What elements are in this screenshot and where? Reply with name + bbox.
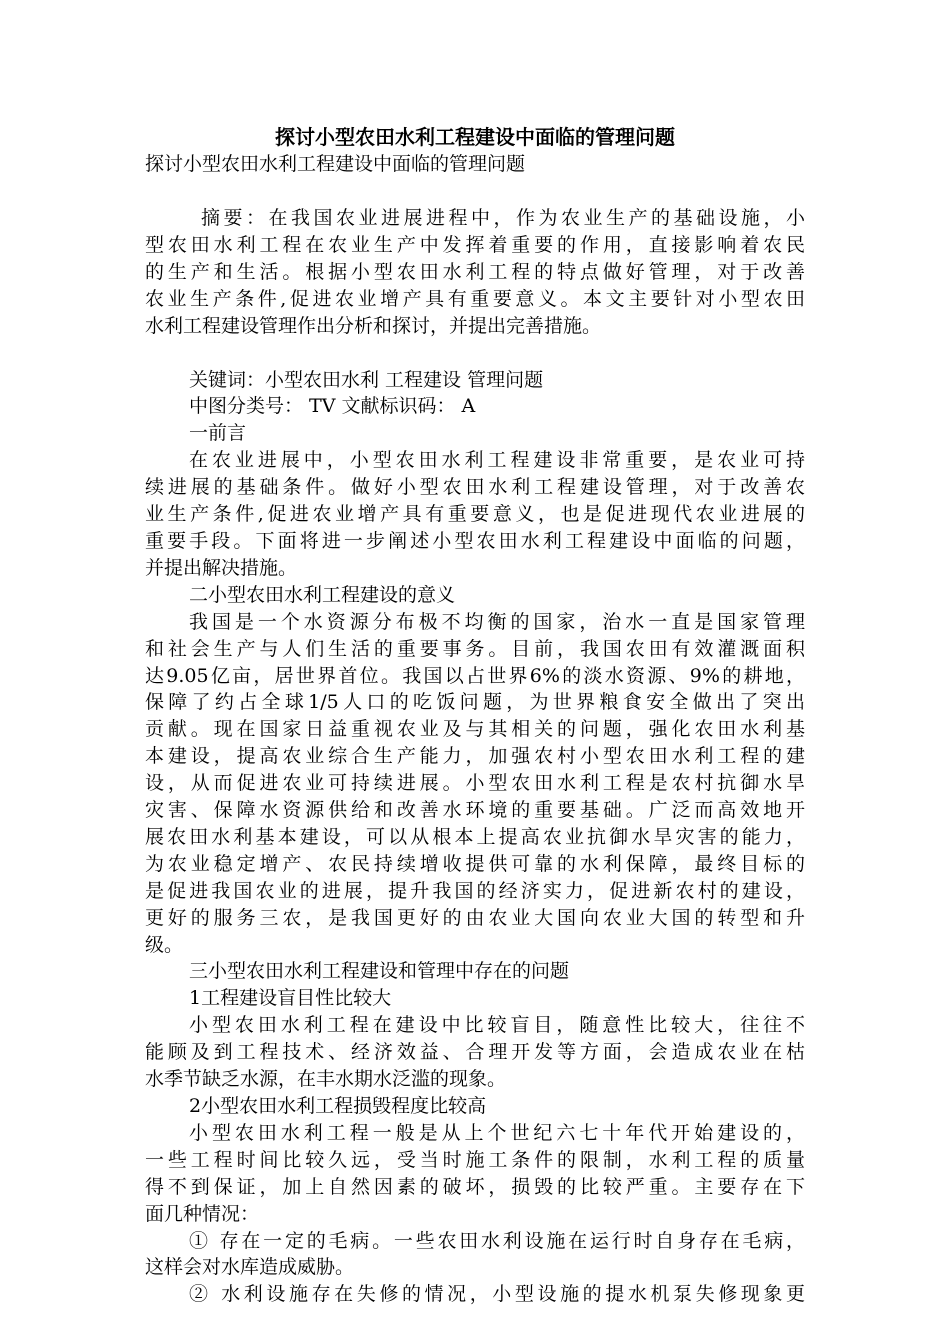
paragraph-line: 面几种情况： bbox=[145, 1202, 260, 1225]
paragraph-line: 在农业进展中，小型农田水利工程建设非常重要，是农业可持 bbox=[189, 449, 805, 472]
abstract-line: 农业生产条件,促进农业增产具有重要意义。本文主要针对小型农田 bbox=[145, 287, 805, 310]
paragraph-line: 得不到保证，加上自然因素的破坏，损毁的比较严重。主要存在下 bbox=[145, 1175, 805, 1198]
subsection-heading: 2小型农田水利工程损毁程度比较高 bbox=[189, 1095, 487, 1117]
blank-line bbox=[145, 178, 805, 205]
paragraph-line: 级。 bbox=[145, 933, 184, 956]
blank-line bbox=[145, 340, 805, 367]
list-item-line: ② 水利设施存在失修的情况，小型设施的提水机泵失修现象更 bbox=[189, 1283, 805, 1306]
abstract-line: 型农田水利工程在农业生产中发挥着重要的作用，直接影响着农民 bbox=[145, 233, 805, 256]
section-paragraph bbox=[145, 447, 805, 582]
paragraph-line: 重要手段。下面将进一步阐述小型农田水利工程建设中面临的问题， bbox=[145, 529, 805, 552]
paragraph-line: 展农田水利基本建设，可以从根本上提高农业抗御水旱灾害的能力， bbox=[145, 825, 805, 848]
paragraph-line: 小型农田水利工程一般是从上个世纪六七十年代开始建设的， bbox=[189, 1121, 805, 1144]
paragraph-line: 贡献。现在国家日益重视农业及与其相关的问题，强化农田水利基 bbox=[145, 718, 805, 741]
document-title: 探讨小型农田水利工程建设中面临的管理问题 bbox=[275, 125, 675, 149]
list-item-line: ① 存在一定的毛病。一些农田水利设施在运行时自身存在毛病， bbox=[189, 1229, 805, 1252]
paragraph-line: 并提出解决措施。 bbox=[145, 556, 298, 579]
classification-line: 中图分类号： TV 文献标识码： A bbox=[189, 395, 476, 418]
document-subtitle: 探讨小型农田水利工程建设中面临的管理问题 bbox=[145, 153, 526, 175]
paragraph-line: 能顾及到工程技术、经济效益、合理开发等方面，会造成农业在枯 bbox=[145, 1041, 805, 1064]
paragraph-line: 设，从而促进农业可持续进展。小型农田水利工程是农村抗御水旱 bbox=[145, 772, 805, 795]
paragraph-line: 一些工程时间比较久远，受当时施工条件的限制，水利工程的质量 bbox=[145, 1148, 805, 1171]
paragraph-line: 和社会生产与人们生活的重要事务。目前，我国农田有效灌溉面积 bbox=[145, 637, 805, 660]
list-item bbox=[145, 1281, 805, 1308]
section-paragraph bbox=[145, 1012, 805, 1093]
paragraph-line: 为农业稳定增产、农民持续增收提供可靠的水利保障，最终目标的 bbox=[145, 852, 805, 875]
paragraph-line: 是促进我国农业的进展，提升我国的经济实力，促进新农村的建设， bbox=[145, 879, 805, 902]
abstract-line: 摘要：在我国农业进展进程中，作为农业生产的基础设施，小 bbox=[201, 207, 805, 229]
abstract-paragraph bbox=[145, 205, 805, 340]
section-paragraph bbox=[145, 1120, 805, 1228]
section-heading: 二小型农田水利工程建设的意义 bbox=[189, 583, 456, 606]
paragraph-line: 水季节缺乏水源，在丰水期水泛滥的现象。 bbox=[145, 1068, 507, 1091]
section-paragraph bbox=[145, 609, 805, 959]
paragraph-line: 保障了约占全球1/5人口的吃饭问题，为世界粮食安全做出了突出 bbox=[145, 691, 805, 714]
paragraph-line: 我国是一个水资源分布极不均衡的国家，治水一直是国家管理 bbox=[189, 610, 805, 633]
paragraph-line: 达9.05亿亩，居世界首位。我国以占世界6%的淡水资源、9%的耕地， bbox=[145, 664, 805, 687]
keywords-line: 关键词：小型农田水利 工程建设 管理问题 bbox=[189, 368, 544, 391]
paragraph-line: 业生产条件,促进农业增产具有重要意义，也是促进现代农业进展的 bbox=[145, 503, 805, 526]
section-heading: 三小型农田水利工程建设和管理中存在的问题 bbox=[189, 960, 570, 983]
paragraph-line: 本建设，提高农业综合生产能力，加强农村小型农田水利工程的建 bbox=[145, 745, 805, 768]
paragraph-line: 灾害、保障水资源供给和改善水环境的重要基础。广泛而高效地开 bbox=[145, 799, 805, 822]
paragraph-line: 小型农田水利工程在建设中比较盲目，随意性比较大，往往不 bbox=[189, 1014, 805, 1037]
paragraph-line: 更好的服务三农，是我国更好的由农业大国向农业大国的转型和升 bbox=[145, 906, 805, 929]
list-item-line: 这样会对水库造成威胁。 bbox=[145, 1256, 355, 1279]
abstract-line: 水利工程建设管理作出分析和探讨，并提出完善措施。 bbox=[145, 314, 602, 337]
list-item bbox=[145, 1228, 805, 1282]
paragraph-line: 续进展的基础条件。做好小型农田水利工程建设管理，对于改善农 bbox=[145, 476, 805, 499]
section-heading: 一前言 bbox=[189, 422, 247, 445]
abstract-line: 的生产和生活。根据小型农田水利工程的特点做好管理，对于改善 bbox=[145, 260, 805, 283]
document-page bbox=[145, 124, 805, 1308]
subsection-heading: 1工程建设盲目性比较大 bbox=[189, 987, 392, 1010]
